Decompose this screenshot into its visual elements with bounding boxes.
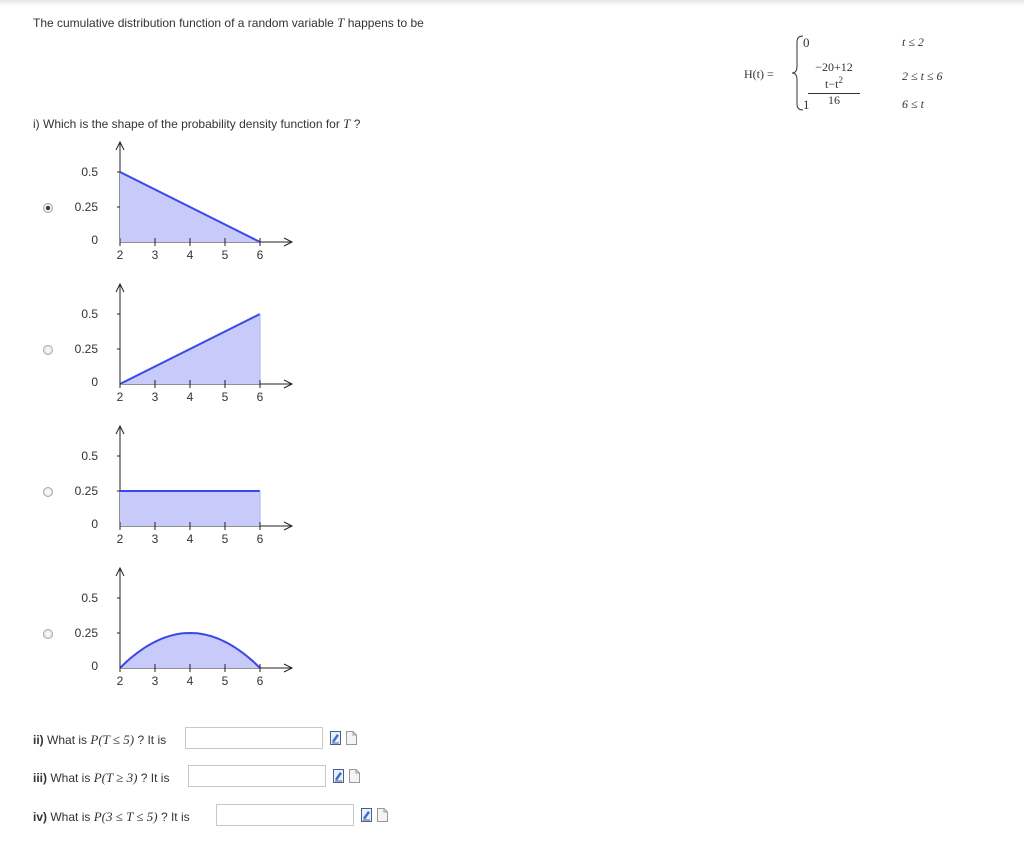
x-tick-label: 2 [116, 674, 124, 688]
intro-variable: T [337, 15, 345, 30]
x-tick-label: 5 [221, 532, 229, 546]
question-iii-suffix: ? It is [140, 771, 170, 785]
edit-answer-icon[interactable] [361, 808, 372, 822]
y-tick-label: 0 [91, 517, 98, 531]
cdf-definition [740, 30, 990, 115]
fraction-exponent: 2 [838, 75, 843, 85]
question-iii-label: iii) [33, 771, 47, 785]
x-tick-label: 2 [116, 248, 124, 262]
cdf-piece-1-cond: t ≤ 2 [902, 35, 924, 49]
intro-text: The cumulative distribution function of a random variable [33, 16, 334, 30]
top-bar [0, 0, 1024, 6]
option-radio-1[interactable] [43, 203, 53, 213]
x-tick-label: 4 [186, 532, 194, 546]
answer-input-iv[interactable] [216, 804, 354, 826]
x-tick-label: 3 [151, 390, 159, 404]
question-iv-suffix: ? It is [160, 810, 190, 824]
question-i-label: i) Which is the shape of the probability density function for [33, 117, 340, 131]
option-radio-4[interactable] [43, 629, 53, 639]
cdf-piece-2-cond: 2 ≤ t ≤ 6 [902, 69, 943, 83]
x-tick-label: 3 [151, 248, 159, 262]
y-tick-label: 0.25 [74, 200, 98, 214]
y-tick-label: 0.25 [74, 626, 98, 640]
cdf-lhs: H(t) = [744, 67, 774, 81]
x-tick-label: 6 [256, 248, 264, 262]
question-iv-expr: P(3 ≤ T ≤ 5) [93, 809, 158, 824]
preview-icon[interactable] [377, 808, 388, 822]
x-tick-label: 3 [151, 674, 159, 688]
cdf-piece-3-expr: 1 [803, 97, 810, 112]
density-area [120, 491, 260, 526]
question-ii-label: ii) [33, 733, 44, 747]
x-tick-label: 4 [186, 674, 194, 688]
problem-intro [33, 15, 424, 31]
y-tick-label: 0.25 [74, 484, 98, 498]
option-plot-2 [60, 280, 300, 410]
question-iii [33, 770, 169, 786]
x-tick-label: 4 [186, 390, 194, 404]
edit-answer-icon[interactable] [330, 731, 341, 745]
cdf-piece-3-cond: 6 ≤ t [902, 97, 924, 111]
y-tick-label: 0.5 [81, 165, 98, 179]
preview-icon[interactable] [349, 769, 360, 783]
x-tick-label: 5 [221, 390, 229, 404]
option-radio-3[interactable] [43, 487, 53, 497]
cdf-piece-2-fraction [808, 60, 860, 107]
option-plot-3 [60, 422, 300, 552]
option-plot-1 [60, 138, 300, 268]
question-ii-text: What is [47, 733, 88, 747]
y-tick-label: 0.5 [81, 449, 98, 463]
x-tick-label: 6 [256, 674, 264, 688]
question-iv-label: iv) [33, 810, 48, 824]
question-ii [33, 732, 166, 748]
y-tick-label: 0 [91, 233, 98, 247]
x-tick-label: 5 [221, 674, 229, 688]
edit-answer-icon[interactable] [333, 769, 344, 783]
y-tick-label: 0.5 [81, 591, 98, 605]
fraction-denominator: 16 [828, 93, 840, 107]
question-ii-suffix: ? It is [137, 733, 167, 747]
question-iii-expr: P(T ≥ 3) [93, 770, 138, 785]
y-tick-label: 0 [91, 659, 98, 673]
answer-input-ii[interactable] [185, 727, 323, 749]
answer-input-iii[interactable] [188, 765, 326, 787]
x-tick-label: 3 [151, 532, 159, 546]
x-tick-label: 2 [116, 532, 124, 546]
y-tick-label: 0.5 [81, 307, 98, 321]
question-i-variable: T [343, 116, 351, 131]
fraction-numerator: −20+12 t−t [815, 60, 853, 91]
y-tick-label: 0 [91, 375, 98, 389]
question-iii-text: What is [50, 771, 91, 785]
x-tick-label: 5 [221, 248, 229, 262]
question-iv [33, 809, 190, 825]
intro-suffix: happens to be [347, 16, 424, 30]
y-tick-label: 0.25 [74, 342, 98, 356]
preview-icon[interactable] [346, 731, 357, 745]
question-iv-text: What is [50, 810, 91, 824]
question-i-suffix: ? [353, 117, 361, 131]
x-tick-label: 6 [256, 532, 264, 546]
x-tick-label: 4 [186, 248, 194, 262]
option-plot-4 [60, 564, 300, 694]
question-i [33, 116, 360, 132]
question-ii-expr: P(T ≤ 5) [90, 732, 135, 747]
option-radio-2[interactable] [43, 345, 53, 355]
cdf-piece-1-expr: 0 [803, 35, 810, 50]
x-tick-label: 2 [116, 390, 124, 404]
x-tick-label: 6 [256, 390, 264, 404]
